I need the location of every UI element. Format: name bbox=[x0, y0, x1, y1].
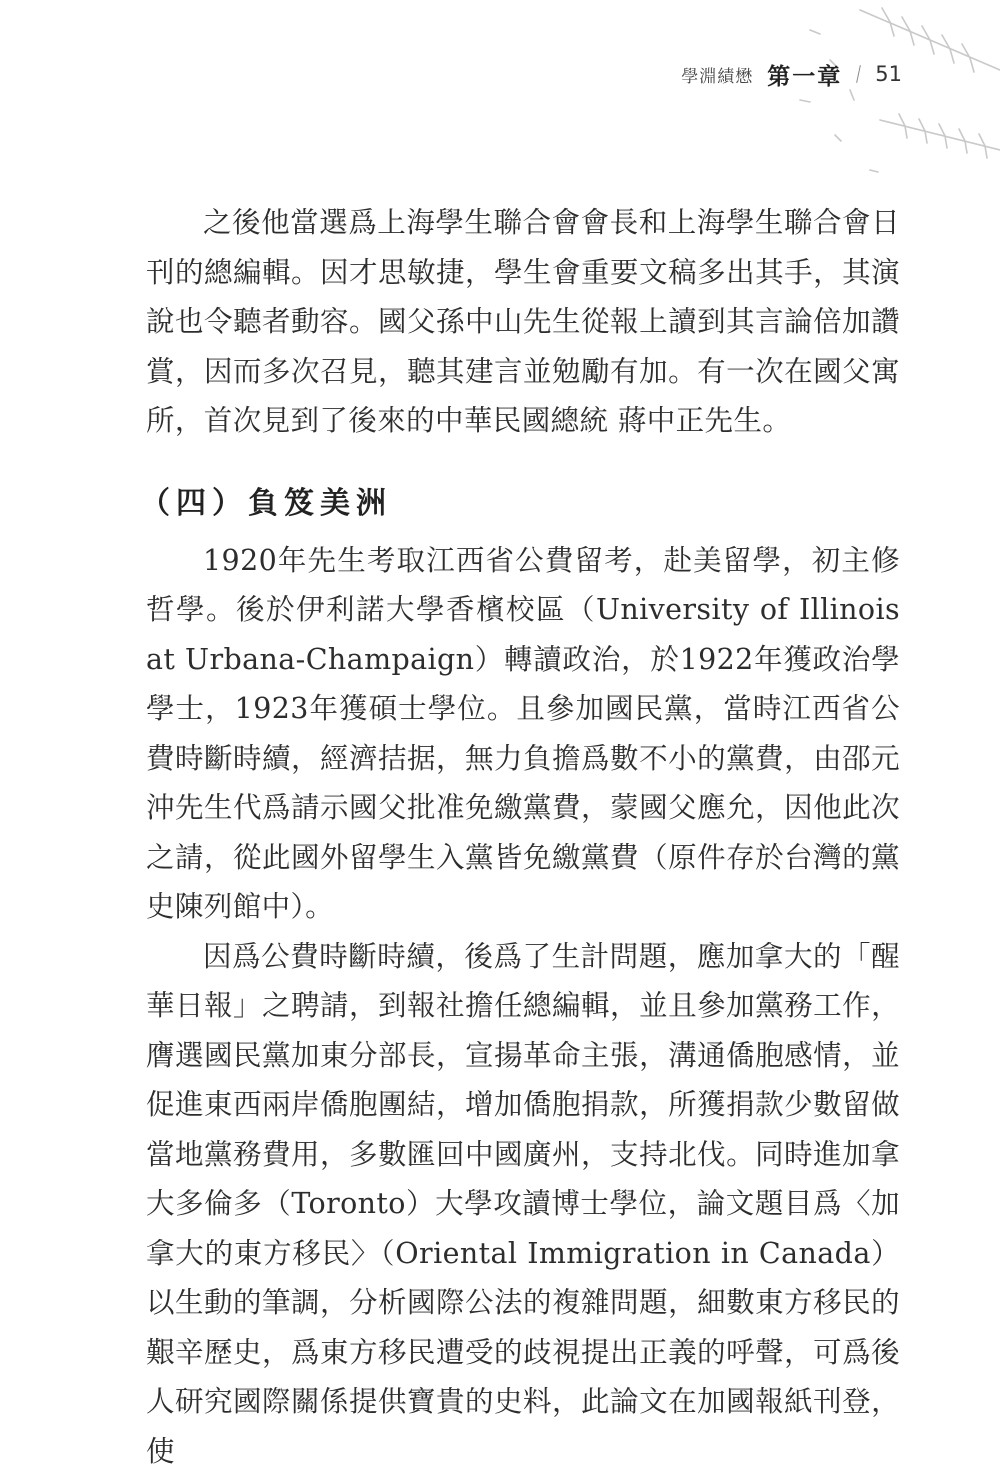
section-heading: （四）負笈美洲 bbox=[140, 482, 900, 526]
paragraph: 之後他當選爲上海學生聯合會會長和上海學生聯合會日刊的總編輯。因才思敏捷，學生會重要文稿多出其手，其演說也令聽者動容。國父孫中山先生從報上讀到其言論倍加讚賞，因而多次召見，聽其建言並勉勵有加。有一次在國父寓所，首次見到了後來的中華民國總統 蔣中正先生。 bbox=[146, 198, 900, 446]
page-header bbox=[681, 56, 902, 92]
page-number: 51 bbox=[875, 62, 902, 86]
book-title: 學淵績懋 bbox=[681, 62, 753, 87]
paragraph: 1920年先生考取江西省公費留考，赴美留學，初主修哲學。後於伊利諾大學香檳校區（University of Illinois at Urbana-Champaign）轉讀政治，於1922年獲政治學學士，1923年獲碩士學位。且參加國民黨，當時江西省公費時斷時續，經濟拮据，無力負擔爲數不小的黨費，由邵元沖先生代爲請示國父批准免繳黨費，蒙國父應允，因他此次之請，從此國外留學生入黨皆免繳黨費（原件存於台灣的黨史陳列館中）。 bbox=[146, 536, 900, 932]
paragraph: 因爲公費時斷時續，後爲了生計問題，應加拿大的「醒華日報」之聘請，到報社擔任總編輯，並且參加黨務工作，膺選國民黨加東分部長，宣揚革命主張，溝通僑胞感情，並促進東西兩岸僑胞團結，增加僑胞捐款，所獲捐款少數留做當地黨務費用，多數匯回中國廣州，支持北伐。同時進加拿大多倫多（Toronto）大學攻讀博士學位，論文題目爲〈加拿大的東方移民〉（Oriental Immigration in Canada）以生動的筆調，分析國際公法的複雜問題，細數東方移民的艱辛歷史，爲東方移民遭受的歧視提出正義的呼聲，可爲後人研究國際關係提供寶貴的史料，此論文在加國報紙刊登，使 bbox=[146, 932, 900, 1476]
chapter-title: 第一章 bbox=[767, 58, 842, 91]
header-divider bbox=[856, 65, 861, 83]
decorative-leaves bbox=[740, 0, 1000, 200]
page-body bbox=[146, 198, 900, 1476]
